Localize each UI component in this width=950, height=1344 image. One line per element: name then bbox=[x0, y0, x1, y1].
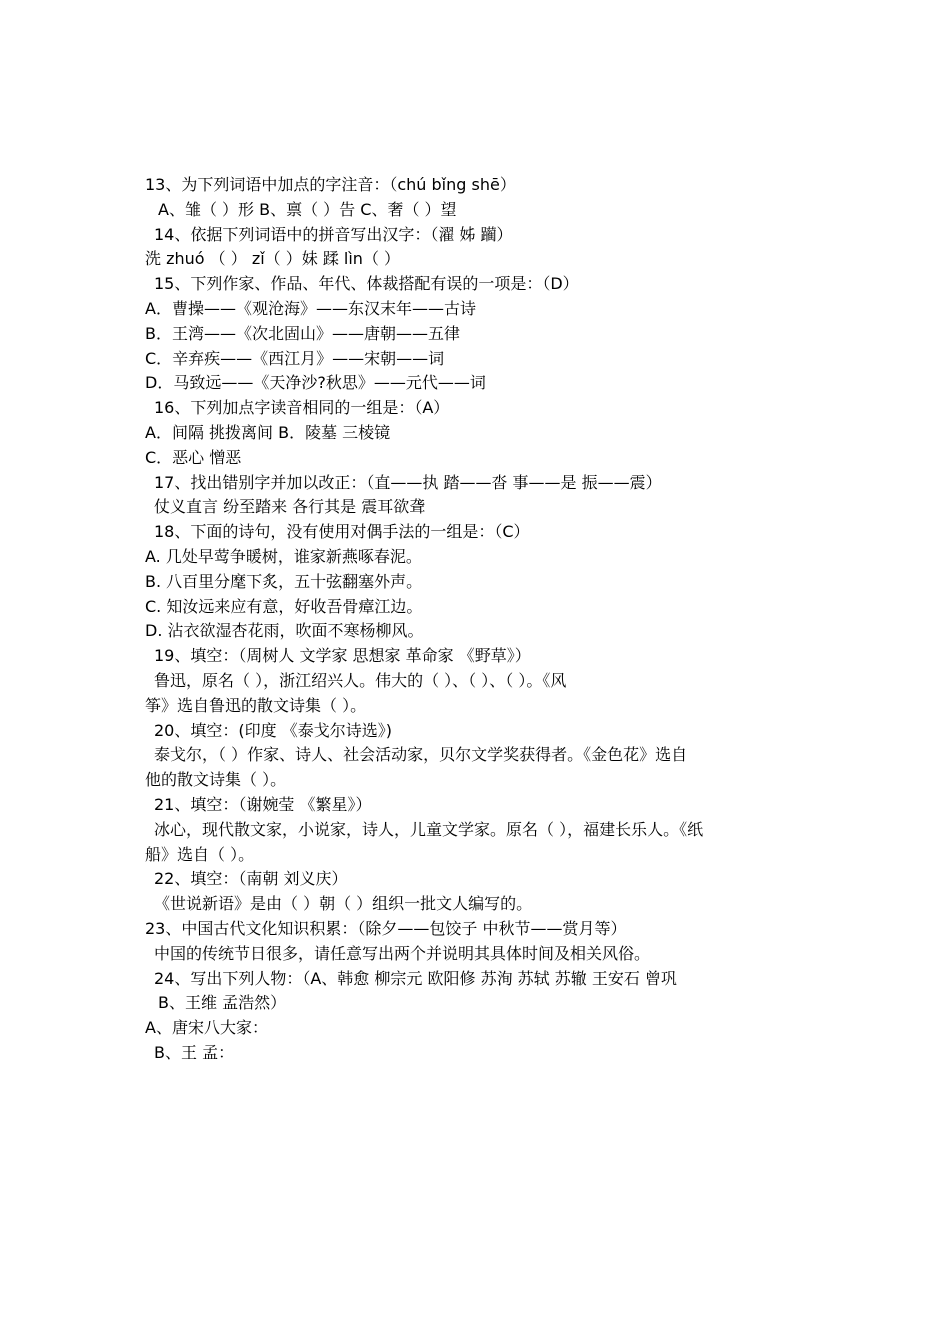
text-line: 《世说新语》是由（ ）朝（ ）组织一批文人编写的。 bbox=[154, 894, 533, 914]
text-line: 洗 zhuó （ ） zǐ（ ）妹 蹂 lìn（ ） bbox=[145, 249, 401, 269]
text-line: C．恶心 憎恶 bbox=[145, 447, 242, 467]
text-line: D. 沾衣欲湿杏花雨，吹面不寒杨柳风。 bbox=[145, 621, 424, 641]
text-line: 16、下列加点字读音相同的一组是：（A） bbox=[154, 398, 450, 418]
text-line: B、王 孟： bbox=[154, 1042, 235, 1062]
text-line: B、王维 孟浩然） bbox=[158, 993, 287, 1013]
text-line: A、雏（ ）形 B、禀（ ）告 C、奢（ ）望 bbox=[158, 199, 457, 219]
text-line: 21、填空：（谢婉莹 《繁星》） bbox=[154, 794, 372, 814]
text-line: 船》选自（ ）。 bbox=[145, 844, 255, 864]
text-line: 22、填空：（南朝 刘义庆） bbox=[154, 869, 348, 889]
document-content bbox=[145, 173, 825, 1066]
text-line: 筝》选自鲁迅的散文诗集（ ）。 bbox=[145, 695, 367, 715]
text-line: 仗义直言 纷至踏来 各行其是 震耳欲聋 bbox=[154, 497, 426, 517]
text-line: A. 几处早莺争暖树，谁家新燕啄春泥。 bbox=[145, 546, 422, 566]
text-line: 19、填空：（周树人 文学家 思想家 革命家 《野草》） bbox=[154, 646, 531, 666]
text-line: 14、依据下列词语中的拼音写出汉字：（濯 姊 躏） bbox=[154, 224, 513, 244]
text-line: 24、写出下列人物：（A、韩愈 柳宗元 欧阳修 苏洵 苏轼 苏辙 王安石 曾巩 bbox=[154, 968, 677, 988]
text-line: C. 知汝远来应有意，好收吾骨瘴江边。 bbox=[145, 596, 423, 616]
text-line: 13、为下列词语中加点的字注音：（chú bǐng shē） bbox=[145, 175, 516, 194]
text-line: 18、下面的诗句，没有使用对偶手法的一组是：（C） bbox=[154, 522, 530, 542]
text-line: A．曹操——《观沧海》——东汉末年——古诗 bbox=[145, 298, 476, 318]
text-line: A．间隔 挑拨离间 B．陵墓 三棱镜 bbox=[145, 422, 391, 442]
text-line: 他的散文诗集（ ）。 bbox=[145, 770, 287, 790]
text-line: 20、填空：(印度 《泰戈尔诗选》) bbox=[154, 720, 392, 740]
text-line: B. 八百里分麾下炙，五十弦翻塞外声。 bbox=[145, 571, 423, 591]
text-line: 泰戈尔，（ ）作家、诗人、社会活动家，贝尔文学奖获得者。《金色花》选自 bbox=[154, 745, 688, 765]
text-line: 23、中国古代文化知识积累：（除夕——包饺子 中秋节——赏月等） bbox=[145, 918, 627, 938]
text-line: 鲁迅，原名（ ），浙江绍兴人。伟大的（ ）、（ ）、（ ）。《风 bbox=[154, 670, 567, 690]
text-line: 中国的传统节日很多，请任意写出两个并说明其具体时间及相关风俗。 bbox=[154, 943, 651, 963]
text-line: A、唐宋八大家： bbox=[145, 1018, 268, 1038]
text-line: B．王湾——《次北固山》——唐朝——五律 bbox=[145, 323, 460, 343]
text-line: 15、下列作家、作品、年代、体裁搭配有误的一项是：（D） bbox=[154, 274, 579, 294]
text-line: 17、找出错别字并加以改正：（直——执 踏——沓 事——是 振——震） bbox=[154, 472, 662, 492]
text-line: C．辛弃疾——《西江月》——宋朝——词 bbox=[145, 348, 445, 368]
text-line: D．马致远——《天净沙?秋思》——元代——词 bbox=[145, 373, 486, 393]
text-line: 冰心，现代散文家，小说家，诗人，儿童文学家。原名（ ），福建长乐人。《纸 bbox=[154, 819, 704, 839]
